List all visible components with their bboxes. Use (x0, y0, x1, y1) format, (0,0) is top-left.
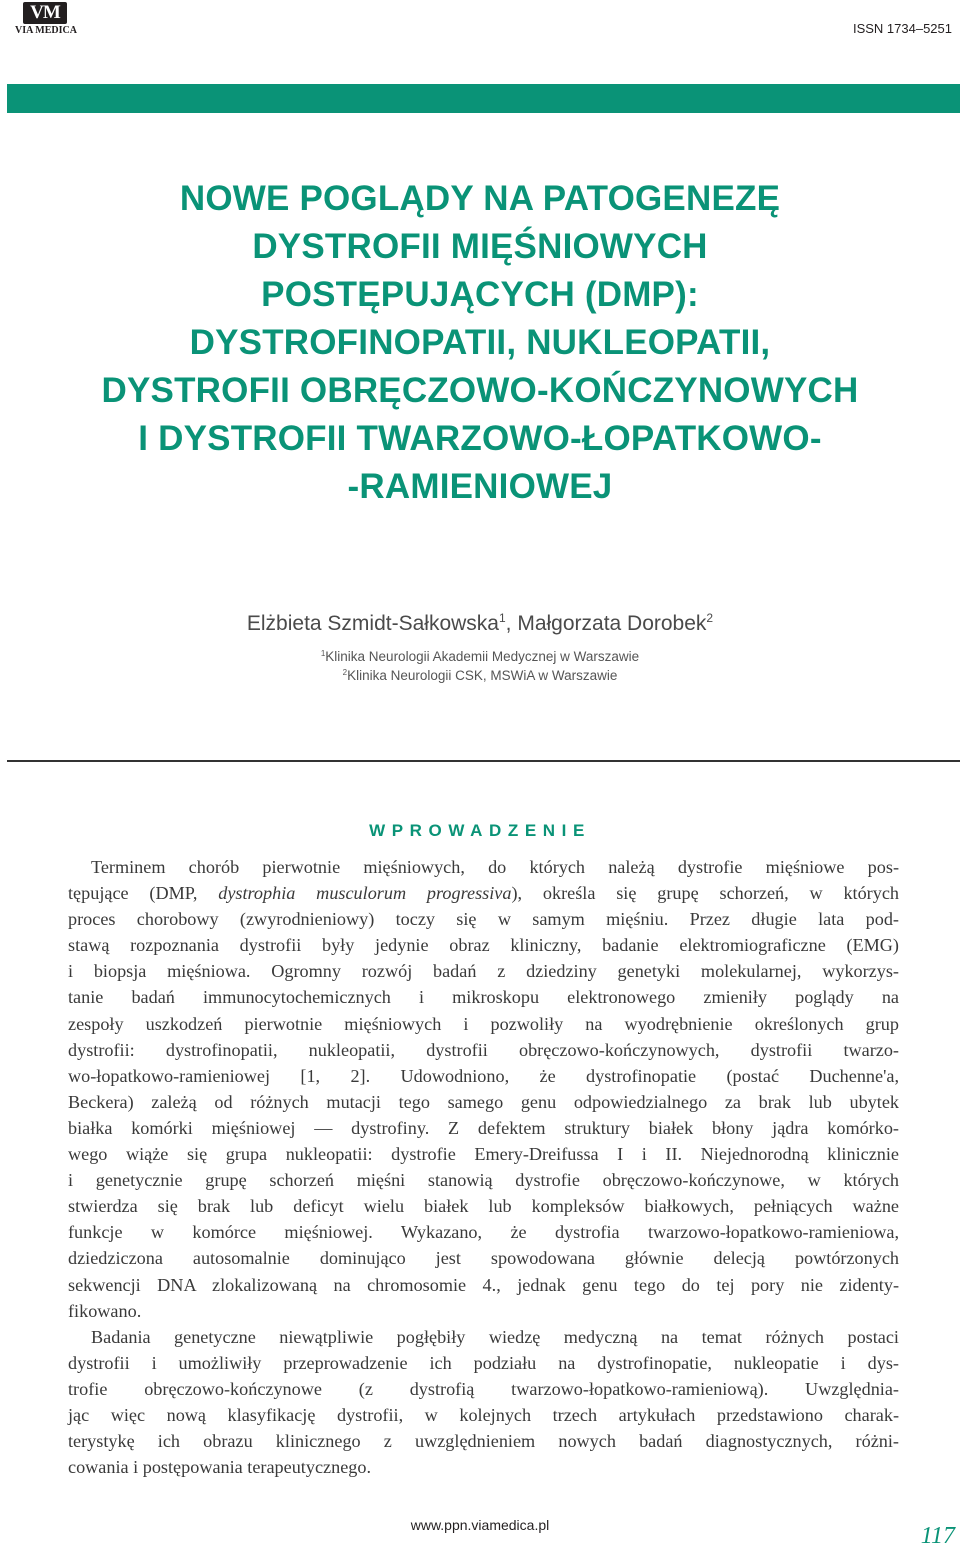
paragraph-line: stwierdza się brak lub deficyt wielu białek lub kompleksów białkowych, pełniących ważne (68, 1196, 899, 1217)
title-line: -RAMIENIOWEJ (347, 467, 613, 506)
journal-url: www.ppn.viamedica.pl (410, 1517, 550, 1533)
title-line: I DYSTROFII TWARZOWO-ŁOPATKOWO- (138, 419, 822, 458)
paragraph-line: fikowano. (68, 1300, 142, 1321)
author-name: Elżbieta Szmidt-Sałkowska (246, 612, 499, 635)
paragraph-line: białka komórki mięśniowej — dystrofiny. Z defektem struktury białek błony jądra komórko- (68, 1117, 899, 1138)
paragraph-line: wego wiąże się grupa nukleopatii: dystrofie Emery-Dreifussa I i II. Niejednorodną klinicznie (68, 1144, 899, 1165)
paragraph-text: ), określa się grupę schorzeń, w których (511, 883, 899, 904)
title-line: POSTĘPUJĄCYCH (DMP): (261, 275, 699, 314)
paragraph-line: dystrofii: dystrofinopatii, nukleopatii, dystrofii obręczowo-kończynowych, dystrofii twarzo- (68, 1039, 899, 1060)
paragraph-line: funkcje w komórce mięśniowej. Wykazano, że dystrofia twarzowo-łopatkowo-ramieniowa, (68, 1222, 899, 1243)
affiliation-number: 1 (320, 649, 326, 658)
author-affiliation-ref: 2 (706, 611, 714, 625)
paragraph-line: stawą rozpoznania dystrofii były jedynie obraz kliniczny, badanie elektromiograficzne (EMG) (68, 935, 899, 956)
affiliation-number: 2 (342, 668, 348, 677)
page-number: 117 (920, 1523, 955, 1549)
title-line: NOWE POGLĄDY NA PATOGENEZĘ (179, 179, 781, 218)
publisher-logo (6, 2, 86, 36)
author-affiliation-ref: 1 (498, 611, 506, 625)
paragraph-line: dystrofii i umożliwiły przeprowadzenie ich podziału na dystrofinopatie, nukleopatie i dys- (68, 1352, 899, 1373)
paragraph-text: tępujące (DMP, (68, 883, 219, 904)
paragraph-line: sekwencji DNA zlokalizowaną na chromosomie 4., jednak genu tego do tej pory nie zidenty- (68, 1274, 899, 1295)
header-color-band (7, 84, 960, 113)
paragraph-line: i genetycznie grupę schorzeń mięśni stanowią dystrofie obręczowo-kończynowe, w których (68, 1170, 899, 1191)
vm-logo-mark: VM (23, 2, 67, 24)
paragraph-line: i biopsja mięśniowa. Ogromny rozwój badań z dziedziny genetyki molekularnej, wykorzys- (68, 961, 899, 982)
publisher-name: VIA MEDICA (15, 25, 77, 36)
title-line: DYSTROFINOPATII, NUKLEOPATII, (189, 323, 771, 362)
paragraph-line: cowania i postępowania terapeutycznego. (68, 1457, 371, 1478)
issn-label: ISSN 1734–5251 (852, 21, 952, 36)
paragraph-line: wo-łopatkowo-ramieniowej [1, 2]. Udowodniono, że dystrofinopatie (postać Duchenne'a, (68, 1065, 899, 1086)
paragraph-line: tanie badań immunocytochemicznych i mikroskopu elektronowego zmieniły poglądy na (68, 987, 899, 1008)
paragraph-line (68, 880, 899, 906)
affiliation (0, 645, 960, 666)
paragraph-line: zespoły uszkodzeń pierwotnie mięśniowych i pozwoliły na wyodrębnienie określonych grup (68, 1013, 899, 1034)
article-title (20, 175, 940, 511)
section-heading: WPROWADZENIE (369, 821, 591, 840)
paragraph-line: terystykę ich obrazu klinicznego z uwzględnieniem nowych badań diagnostycznych, różni- (68, 1431, 899, 1452)
paragraph-line: jąc więc nową klasyfikację dystrofii, w kolejnych trzech artykułach przedstawiono charak- (68, 1404, 899, 1425)
affiliation-text: Klinika Neurologii Akademii Medycznej w Warszawie (325, 649, 640, 664)
title-line: DYSTROFII MIĘŚNIOWYCH (252, 227, 708, 266)
affiliation (0, 664, 960, 685)
author-separator: , (505, 612, 518, 635)
author-list (0, 604, 960, 638)
paragraph-line: dziedziczona autosomalnie dominująco jest spowodowana głównie delecją powtórzonych (68, 1248, 899, 1269)
latin-term: dystrophia musculorum progressiva (218, 883, 512, 904)
author-name: Małgorzata Dorobek (517, 612, 707, 635)
article-body (68, 854, 899, 1480)
title-line: DYSTROFII OBRĘCZOWO-KOŃCZYNOWYCH (101, 371, 859, 410)
paragraph-line: Badania genetyczne niewątpliwie pogłębiły wiedzę medyczną na temat różnych postaci (91, 1326, 899, 1347)
paragraph-line: Beckera) zależą od różnych mutacji tego samego genu odpowiedzialnego za brak lub ubytek (68, 1091, 899, 1112)
section-divider (7, 760, 960, 762)
paragraph-line: proces chorobowy (zwyrodnieniowy) toczy się w samym mięśniu. Przez długie lata pod- (68, 909, 899, 930)
affiliation-text: Klinika Neurologii CSK, MSWiA w Warszawie (347, 668, 618, 683)
paragraph-line: trofie obręczowo-kończynowe (z dystrofią twarzowo-łopatkowo-ramieniową). Uwzględnia- (68, 1378, 899, 1399)
paragraph-line: Terminem chorób pierwotnie mięśniowych, do których należą dystrofie mięśniowe pos- (91, 857, 899, 877)
